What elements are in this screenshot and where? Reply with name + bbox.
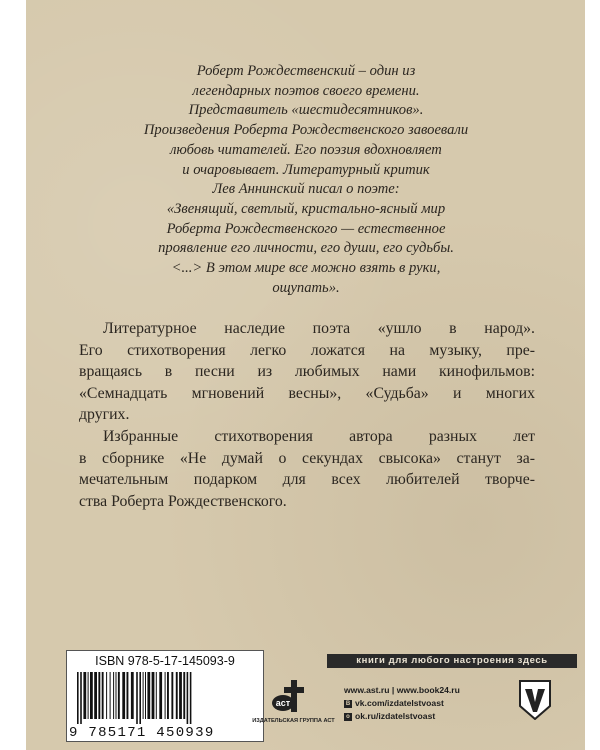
blurb-line: Роберт Рождественский – один из xyxy=(196,63,416,79)
paragraph-line: «Семнадцать мгновений весны», «Судьба» и многих xyxy=(79,384,535,402)
vk-text: vk.com/izdatelstvoast xyxy=(355,698,444,708)
barcode-bar xyxy=(83,672,86,719)
barcode-bar xyxy=(176,672,178,719)
ok-link[interactable] xyxy=(344,710,494,723)
blurb-line: любовь читателей. Его поэзия вдохновляет xyxy=(170,141,442,158)
barcode-bar xyxy=(167,672,169,719)
blurb-line: Представитель «шестидесятников». xyxy=(188,102,424,119)
barcode-bar xyxy=(136,672,138,724)
publisher-links xyxy=(344,684,494,723)
barcode-bar xyxy=(102,672,104,719)
ean-digits: 9 785171 450939 xyxy=(69,725,215,741)
barcode-bar xyxy=(165,672,166,719)
paragraph-line: Литературное наследие поэта «ушло в народ». xyxy=(103,320,535,337)
description-text xyxy=(79,318,535,512)
barcode-bar xyxy=(147,672,150,719)
paragraph-line: вращаясь в песни из любимых нами кинофильмов: xyxy=(79,363,535,381)
publisher-tagline: книги для любого настроения здесь xyxy=(327,654,577,668)
barcode-bar xyxy=(190,672,192,724)
ok-icon: o xyxy=(344,713,352,721)
barcode-bar xyxy=(88,672,89,719)
annotation-blurb xyxy=(66,62,546,298)
paragraph-line: ства Роберта Рождественского. xyxy=(79,492,287,510)
barcode-bar xyxy=(187,672,189,724)
barcode-bar xyxy=(116,672,117,719)
barcode-bar xyxy=(77,672,79,724)
barcode-bar xyxy=(106,672,107,719)
blurb-line: <...> В этом мире все можно взять в руки, xyxy=(171,260,441,277)
blurb-line: ощупать». xyxy=(272,279,340,296)
barcode-bar xyxy=(113,672,114,719)
websites-text: www.ast.ru | www.book24.ru xyxy=(344,685,460,695)
publisher-group-label: ИЗДАТЕЛЬСКАЯ ГРУППА АСТ xyxy=(252,718,335,724)
barcode-bar xyxy=(143,672,144,719)
barcode-bar xyxy=(152,672,155,719)
paragraph-line: мечательным подарком для всех любителей творче- xyxy=(79,471,535,489)
barcode-bar xyxy=(139,672,141,724)
blurb-line: и очаровывает. Литературный критик xyxy=(182,161,430,178)
blurb-line: «Звенящий, светлый, кристально-ясный мир xyxy=(166,200,446,217)
paragraph-line: в сборнике «Не думай о секундах свысока» станут за- xyxy=(79,449,535,467)
barcode-bar xyxy=(145,672,146,719)
vk-link[interactable] xyxy=(344,697,494,710)
ok-text: ok.ru/izdatelstvoast xyxy=(355,711,436,721)
ast-logo-icon xyxy=(271,678,307,714)
barcode-bar xyxy=(156,672,157,719)
paragraph-line: Его стихотворения легко ложатся на музыку, пре- xyxy=(79,341,535,359)
barcode-bar xyxy=(131,672,134,719)
brand-shield-icon xyxy=(519,680,551,720)
barcode-bar xyxy=(90,672,93,719)
book-back-cover xyxy=(26,0,585,750)
ast-logo-text: аст xyxy=(275,698,291,708)
blurb-line: проявление его личности, его души, его судьбы. xyxy=(158,240,454,257)
barcode-bar xyxy=(110,672,111,719)
paragraph-line: Избранные стихотворения автора разных лет xyxy=(103,427,535,445)
isbn-label: ISBN 978-5-17-145093-9 xyxy=(95,654,235,668)
blurb-line: Произведения Роберта Рождественского завоевали xyxy=(143,122,469,139)
barcode-bar xyxy=(80,672,82,724)
barcode-bar xyxy=(171,672,173,719)
paragraph-line: других. xyxy=(79,406,130,424)
barcode-bar xyxy=(179,672,182,719)
barcode-bar xyxy=(122,672,125,719)
isbn-barcode xyxy=(66,650,264,742)
blurb-line: Роберта Рождественского — естественное xyxy=(166,220,446,237)
barcode-bar xyxy=(94,672,97,719)
barcode-bar xyxy=(118,672,120,719)
barcode-bar xyxy=(127,672,129,719)
websites-link[interactable] xyxy=(344,684,494,697)
blurb-line: легендарных поэтов своего времени. xyxy=(192,82,420,99)
barcode-bar xyxy=(159,672,162,719)
barcode-bar xyxy=(183,672,185,719)
barcode-bar xyxy=(98,672,100,719)
vk-icon: B xyxy=(345,700,351,707)
barcode-bars xyxy=(75,672,259,724)
blurb-line: Лев Аннинский писал о поэте: xyxy=(212,181,400,198)
